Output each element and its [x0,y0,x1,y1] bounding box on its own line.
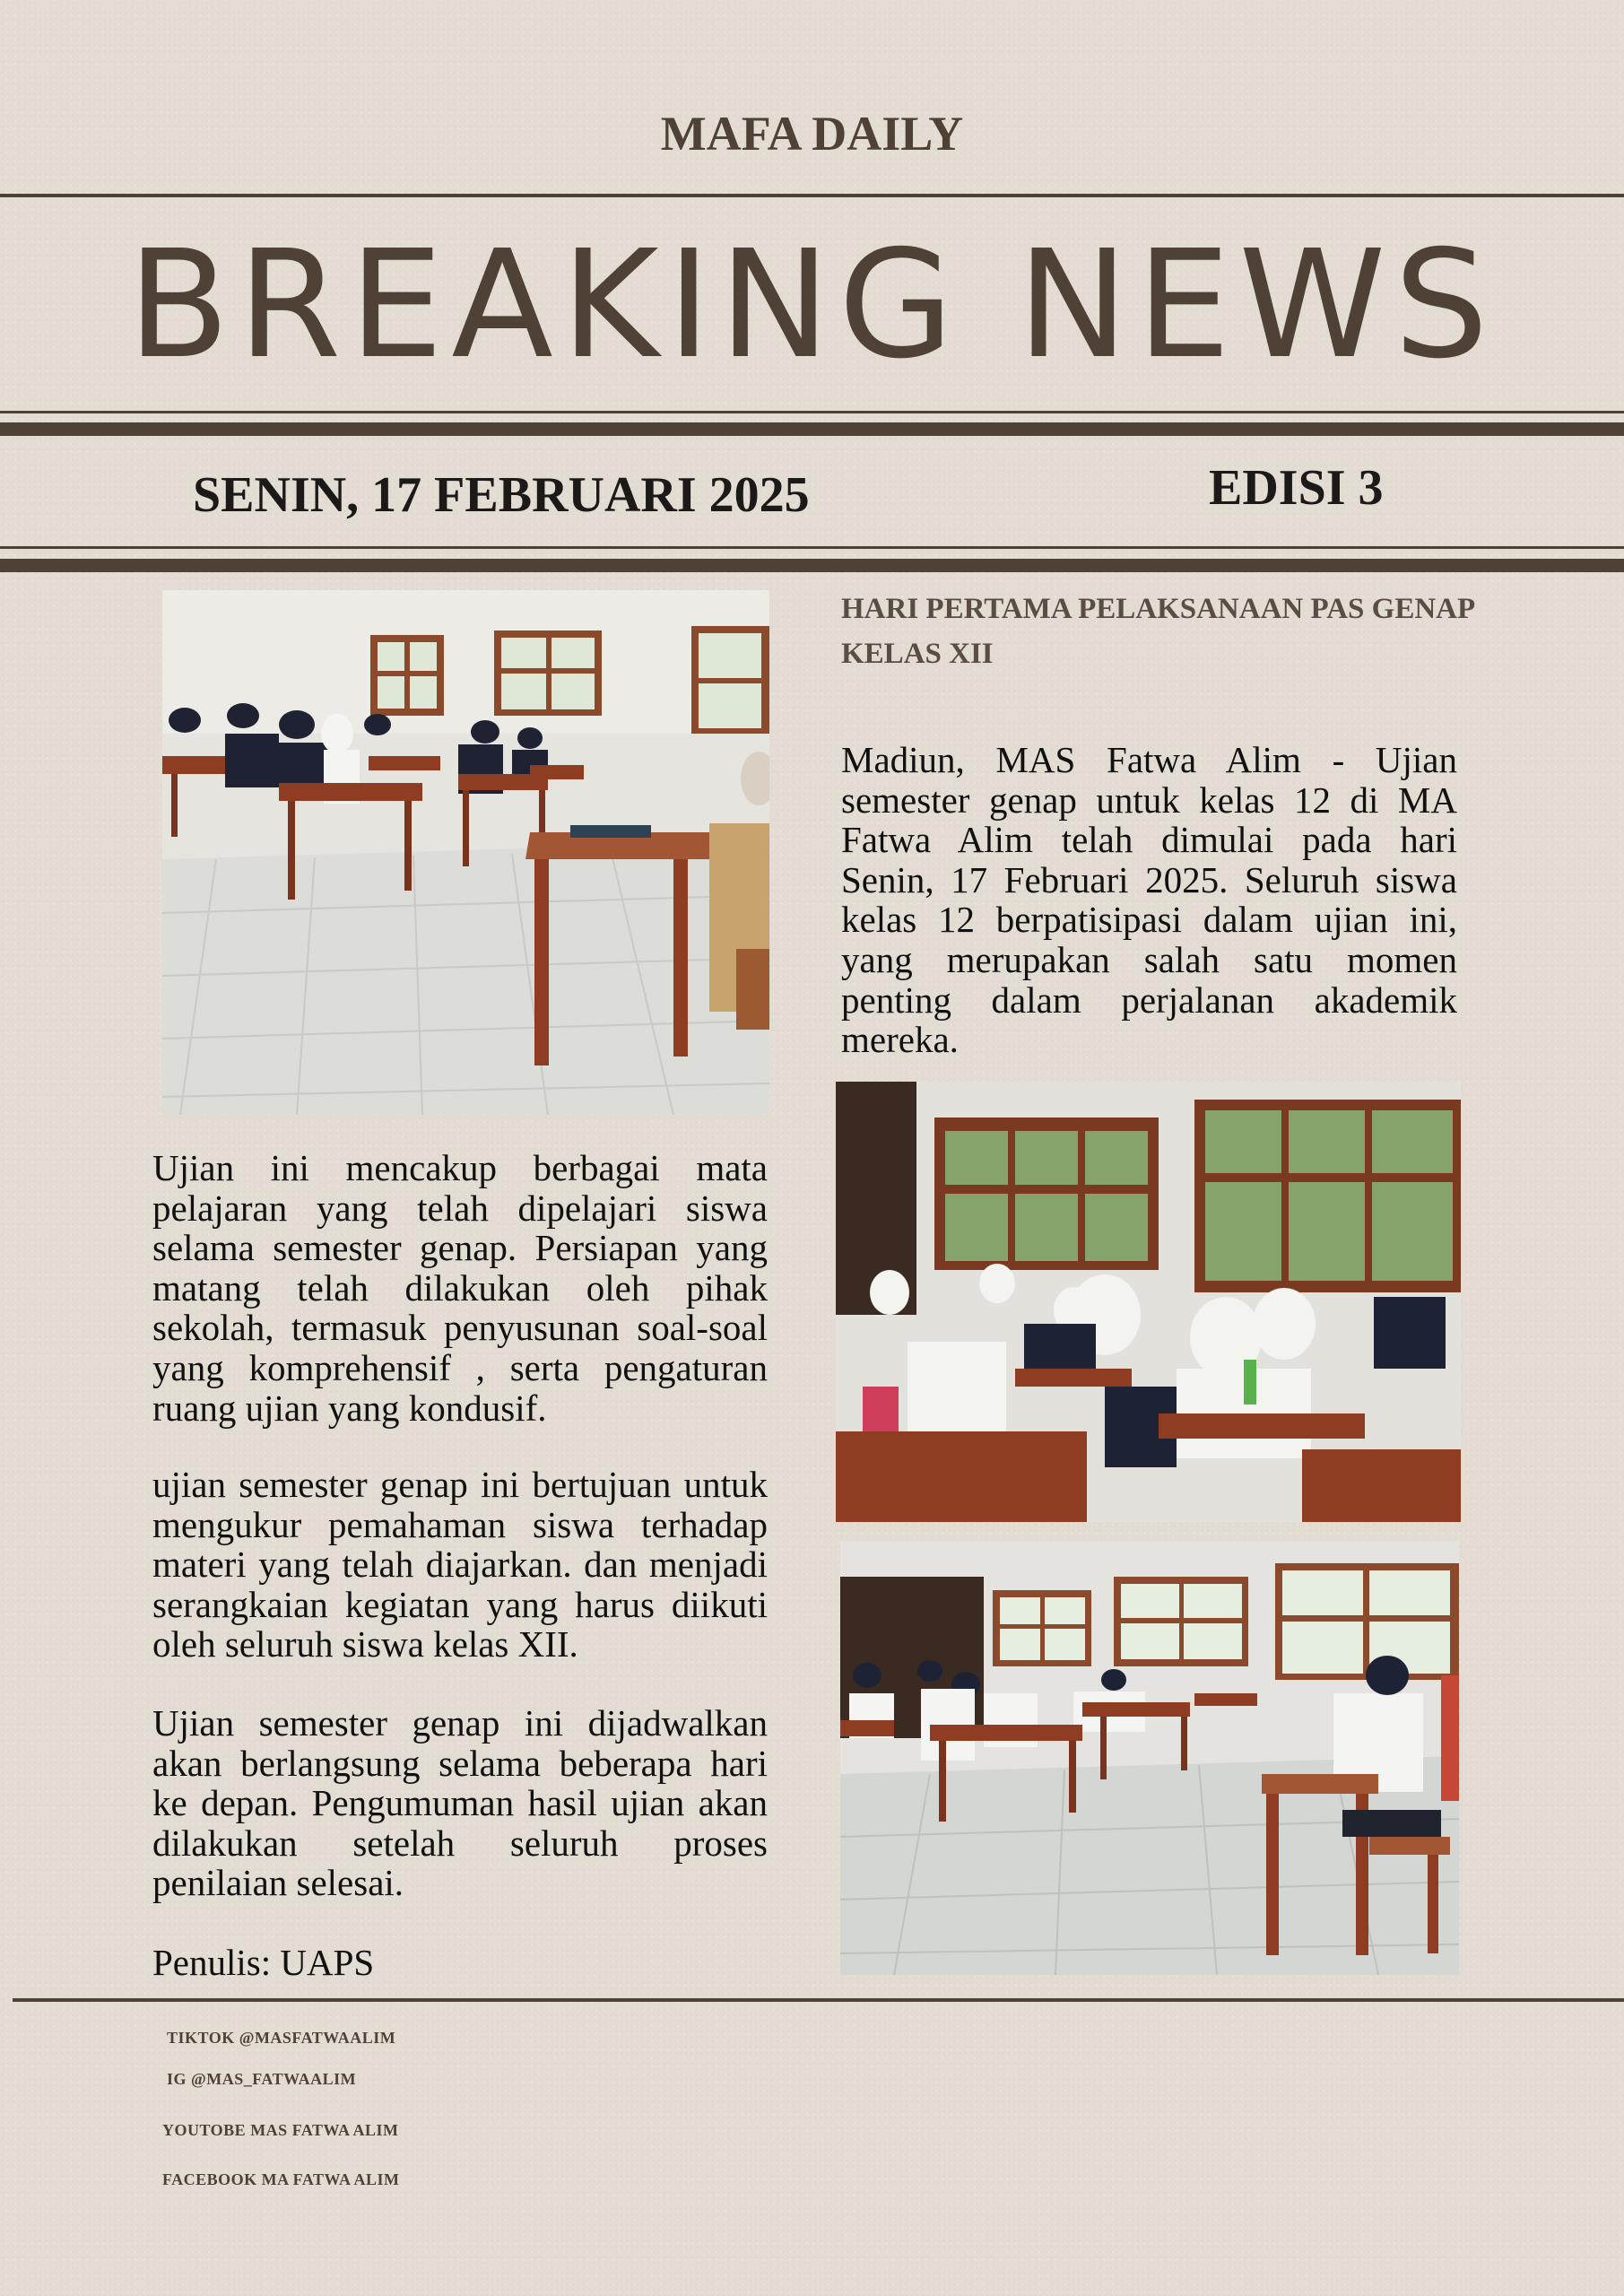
issue-date: SENIN, 17 FEBRUARI 2025 [193,467,810,523]
rule-dateline-thin [0,546,1624,549]
edition-number: EDISI 3 [1209,460,1384,516]
masthead: MAFA DAILY [660,107,964,161]
rule-headline-thick [0,422,1624,436]
author-credit: Penulis: UAPS [152,1942,375,1983]
supervised-exam-photo [840,1541,1459,1975]
article-paragraph-1: Ujian ini mencakup berbagai mata pelajaran yang telah dipelajari siswa selama semester genap. Persiapan yang matang telah dilakukan oleh pihak sekolah, termasuk penyusunan soal-soal yang komprehensif , serta pengaturan ruang ujian yang kondusif. [152,1147,768,1429]
article-paragraph-2: ujian semester genap ini bertujuan untuk mengukur pemahaman siswa terhadap materi yang telah diajarkan. dan menjadi serangkaian kegiatan yang harus diikuti oleh seluruh siswa kelas XII. [152,1464,768,1665]
social-instagram: IG @MAS_FATWAALIM [167,2070,357,2088]
exam-classroom-photo [162,590,769,1115]
rule-dateline-thick [0,559,1624,572]
social-youtube: YOUTOBE MAS FATWA ALIM [162,2121,399,2139]
social-facebook: FACEBOOK MA FATWA ALIM [162,2170,400,2188]
article-paragraph-3: Ujian semester genap ini dijadwalkan akan berlangsung selama beberapa hari ke depan. Pengumuman hasil ujian akan dilakukan setelah seluruh proses penilaian selesai. [152,1702,768,1904]
female-students-exam-photo [836,1082,1461,1522]
social-tiktok: TIKTOK @MASFATWAALIM [167,2029,396,2047]
headline: BREAKING NEWS [127,219,1497,392]
article-intro: Madiun, MAS Fatwa Alim - Ujian semester genap untuk kelas 12 di MA Fatwa Alim telah dimulai pada hari Senin, 17 Februari 2025. Seluruh siswa kelas 12 berpatisipasi dalam ujian ini, yang merupakan salah satu momen penting dalam perjalanan akademik mereka. [841,739,1457,1061]
article-title: HARI PERTAMA PELAKSANAAN PAS GENAP KELAS XII [841,593,1474,670]
rule-headline-thin [0,411,1624,413]
rule-top [0,194,1624,197]
rule-footer [13,1998,1624,2002]
